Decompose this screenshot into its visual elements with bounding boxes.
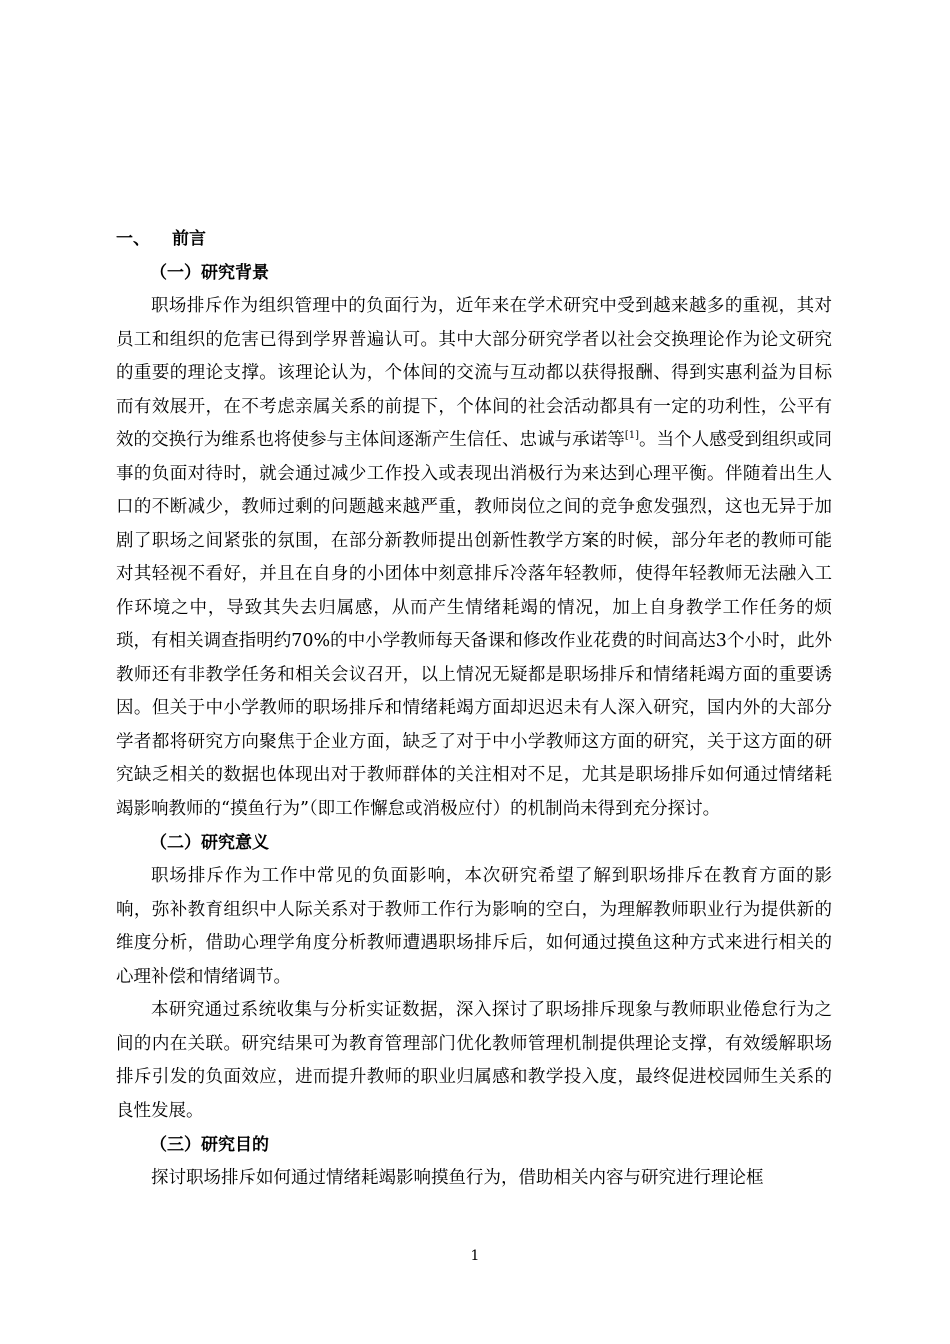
- paragraph-background-text-2: 。当个人感受到组织或同事的负面对待时，就会通过减少工作投入或表现出消极行为来达到心理平衡。伴随着出生人口的不断减少，教师过剩的问题越来越严重，教师岗位之间的竞争愈发强烈，这也无异于加剧了职场之间紧张的氛围，在部分新教师提出创新性教学方案的时候，部分年老的教师可能对其轻视不看好，并且在自身的小团体中刻意排斥冷落年轻教师，使得年轻教师无法融入工作环境之中，导致其失去归属感，从而产生情绪耗竭的情况，加上自身教学工作任务的烦琐，有相关调查指明约70%的中小学教师每天备课和修改作业花费的时间高达3个小时，此外教师还有非教学任务和相关会议召开，以上情况无疑都是职场排斥和情绪耗竭方面的重要诱因。但关于中小学教师的职场排斥和情绪耗竭方面却迟迟未有人深入研究，国内外的大部分学者都将研究方向聚焦于企业方面，缺乏了对于中小学教师这方面的研究，关于这方面的研究缺乏相关的数据也体现出对于教师群体的关注相对不足，尤其是职场排斥如何通过情绪耗竭影响教师的“摸鱼行为”（即工作懈怠或消极应付）的机制尚未得到充分探讨。: [116, 430, 833, 819]
- section-heading: [116, 222, 832, 256]
- page-number: 1: [470, 1248, 480, 1264]
- subsection-heading-significance: （二）研究意义: [150, 833, 269, 853]
- subsection-heading-background: （一）研究背景: [150, 263, 269, 283]
- section-number: 一、: [116, 229, 150, 249]
- subsection-heading-purpose: （三）研究目的: [150, 1135, 269, 1155]
- paragraph-significance-1: 职场排斥作为工作中常见的负面影响，本次研究希望了解到职场排斥在教育方面的影响，弥补教育组织中人际关系对于教师工作行为影响的空白，为理解教师职业行为提供新的维度分析，借助心理学角度分析教师遭遇职场排斥后，如何通过摸鱼这种方式来进行相关的心理补偿和情绪调节。: [116, 866, 832, 987]
- paragraph-significance-2: 本研究通过系统收集与分析实证数据，深入探讨了职场排斥现象与教师职业倦怠行为之间的内在关联。研究结果可为教育管理部门优化教师管理机制提供理论支撑，有效缓解职场排斥引发的负面效应，进而提升教师的职业归属感和教学投入度，最终促进校园师生关系的良性发展。: [116, 1000, 832, 1121]
- paragraph-background-text-1: 职场排斥作为组织管理中的负面行为，近年来在学术研究中受到越来越多的重视，其对员工和组织的危害已得到学界普遍认可。其中大部分研究学者以社会交换理论作为论文研究的重要的理论支撑。该理论认为，个体间的交流与互动都以获得报酬、得到实惠利益为目标而有效展开，在不考虑亲属关系的前提下，个体间的社会活动都具有一定的功利性，公平有效的交换行为维系也将使参与主体间逐渐产生信任、忠诚与承诺等: [116, 296, 832, 450]
- page-body: [116, 222, 832, 1196]
- section-title: 前言: [172, 229, 206, 249]
- citation-marker: [1]: [624, 430, 639, 441]
- paragraph-background: [116, 290, 832, 826]
- paragraph-purpose: 探讨职场排斥如何通过情绪耗竭影响摸鱼行为，借助相关内容与研究进行理论框: [151, 1168, 764, 1188]
